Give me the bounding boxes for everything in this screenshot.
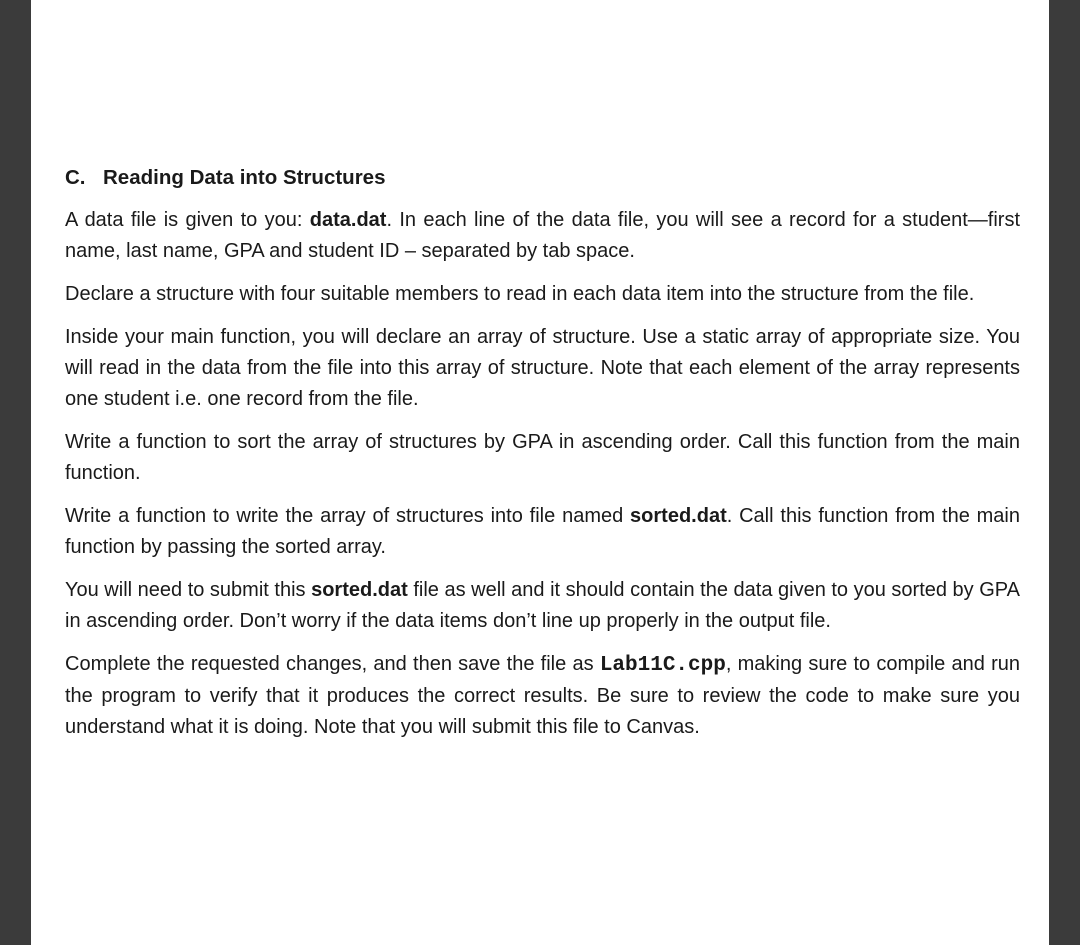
paragraph-write-function: Write a function to write the array of structures into file named sorted.dat. Call this function from the main function by passing the sorted array. [65, 505, 1020, 558]
section-letter: C. [65, 166, 86, 189]
filename-data-dat: data.dat [309, 209, 387, 231]
filename-sorted-dat: sorted.dat [630, 505, 727, 527]
paragraph-sort-function: Write a function to sort the array of structures by GPA in ascending order. Call this function from the main function. [65, 431, 1020, 484]
paragraph-array-of-structure: Inside your main function, you will declare an array of structure. Use a static array of appropriate size. You will read in the data from the file into this array of structure. Note that each element of the array represents one student i.e. one record from the file. [65, 326, 1020, 410]
paragraph-declare-structure: Declare a structure with four suitable members to read in each data item into the structure from the file. [65, 283, 975, 305]
page-content [65, 162, 1020, 755]
section-heading [65, 162, 1020, 193]
paragraph-submit-sorted: You will need to submit this sorted.dat file as well and it should contain the data given to you sorted by GPA in ascending order. Don’t worry if the data items don’t line up properly in the output file. [65, 579, 1020, 632]
section-title: Reading Data into Structures [103, 166, 386, 189]
paragraph-complete-changes: Complete the requested changes, and then save the file as Lab11C.cpp, making sure to compile and run the program to verify that it produces the correct results. Be sure to review the code to make sure you understand what it is doing. Note that you will submit this file to Canvas. [65, 653, 1020, 738]
filename-sorted-dat-2: sorted.dat [311, 579, 408, 601]
filename-lab11c-cpp: Lab11C.cpp [599, 654, 726, 677]
paragraph-data-file: A data file is given to you: data.dat. In each line of the data file, you will see a record for a student—first name, last name, GPA and student ID – separated by tab space. [65, 209, 1020, 262]
document-page [31, 0, 1049, 945]
